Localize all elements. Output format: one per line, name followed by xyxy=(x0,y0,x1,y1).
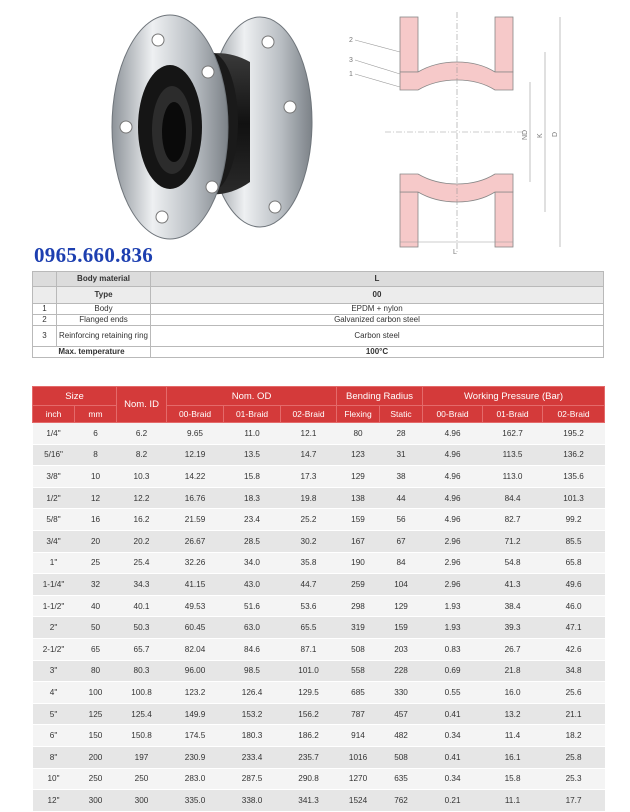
body-material-label: Body material xyxy=(57,272,151,287)
row-material: EPDM + nylon xyxy=(151,304,604,315)
table-cell: 5" xyxy=(33,703,75,725)
table-cell: 16.0 xyxy=(483,682,543,704)
table-cell: 101.3 xyxy=(543,487,605,509)
table-cell: 49.6 xyxy=(543,574,605,596)
table-cell: 153.2 xyxy=(224,703,281,725)
table-cell: 14.7 xyxy=(281,444,337,466)
sub-header: 02-Braid xyxy=(543,406,605,423)
product-photo xyxy=(100,12,330,257)
table-cell: 25.3 xyxy=(543,768,605,790)
table-cell: 60.45 xyxy=(167,617,224,639)
table-cell: 34.0 xyxy=(224,552,281,574)
table-cell: 63.0 xyxy=(224,617,281,639)
table-cell: 65.5 xyxy=(281,617,337,639)
table-cell: 44 xyxy=(380,487,423,509)
callout-1: 2 xyxy=(349,37,353,44)
table-cell: 32.26 xyxy=(167,552,224,574)
row-material: Carbon steel xyxy=(151,326,604,347)
temp-label: Max. temperature xyxy=(33,347,151,358)
table-row xyxy=(33,768,605,790)
table-cell: 53.6 xyxy=(281,595,337,617)
table-cell: 2" xyxy=(33,617,75,639)
table-cell: 1524 xyxy=(337,790,380,812)
table-cell: 96.00 xyxy=(167,660,224,682)
table-cell: 1016 xyxy=(337,746,380,768)
table-cell: 482 xyxy=(380,725,423,747)
table-cell: 84.6 xyxy=(224,638,281,660)
table-cell: 0.21 xyxy=(423,790,483,812)
table-cell: 10" xyxy=(33,768,75,790)
table-cell: 80 xyxy=(337,423,380,445)
table-cell: 31 xyxy=(380,444,423,466)
table-cell: 82.04 xyxy=(167,638,224,660)
table-cell: 20 xyxy=(75,530,117,552)
table-cell: 12.19 xyxy=(167,444,224,466)
table-cell: 14.22 xyxy=(167,466,224,488)
table-cell: 25 xyxy=(75,552,117,574)
table-cell: 51.6 xyxy=(224,595,281,617)
table-cell: 2-1/2" xyxy=(33,638,75,660)
table-cell: 1.93 xyxy=(423,617,483,639)
table-cell: 38 xyxy=(380,466,423,488)
table-cell: 1-1/4" xyxy=(33,574,75,596)
table-cell: 1/4" xyxy=(33,423,75,445)
bending-radius-header: Bending Radius xyxy=(337,387,423,406)
table-cell: 17.7 xyxy=(543,790,605,812)
table-cell: 3/4" xyxy=(33,530,75,552)
table-cell: 0.41 xyxy=(423,703,483,725)
table-cell: 26.67 xyxy=(167,530,224,552)
table-cell: 125 xyxy=(75,703,117,725)
table-cell: 18.3 xyxy=(224,487,281,509)
table-cell: 195.2 xyxy=(543,423,605,445)
table-cell: 67 xyxy=(380,530,423,552)
body-material-value: L xyxy=(151,272,604,287)
table-cell: 635 xyxy=(380,768,423,790)
table-cell: 287.5 xyxy=(224,768,281,790)
table-cell: 298 xyxy=(337,595,380,617)
table-cell: 16.1 xyxy=(483,746,543,768)
table-row xyxy=(33,617,605,639)
table-cell: 338.0 xyxy=(224,790,281,812)
table-cell: 104 xyxy=(380,574,423,596)
table-cell: 6.2 xyxy=(117,423,167,445)
working-pressure-header: Working Pressure (Bar) xyxy=(423,387,605,406)
table-cell: 10.3 xyxy=(117,466,167,488)
dim-d-label: D xyxy=(552,131,559,137)
table-cell: 44.7 xyxy=(281,574,337,596)
table-cell: 113.5 xyxy=(483,444,543,466)
table-cell: 84 xyxy=(380,552,423,574)
table-cell: 18.2 xyxy=(543,725,605,747)
table-cell: 0.69 xyxy=(423,660,483,682)
table-cell: 341.3 xyxy=(281,790,337,812)
table-cell: 11.1 xyxy=(483,790,543,812)
table-cell: 85.5 xyxy=(543,530,605,552)
table-cell: 65 xyxy=(75,638,117,660)
table-cell: 2.96 xyxy=(423,530,483,552)
table-row xyxy=(33,790,605,812)
table-cell: 100 xyxy=(75,682,117,704)
table-cell: 508 xyxy=(337,638,380,660)
table-cell: 197 xyxy=(117,746,167,768)
table-cell: 125.4 xyxy=(117,703,167,725)
table-cell: 3/8" xyxy=(33,466,75,488)
table-row xyxy=(33,703,605,725)
table-cell: 50.3 xyxy=(117,617,167,639)
table-row xyxy=(33,487,605,509)
table-cell: 25.6 xyxy=(543,682,605,704)
table-cell: 457 xyxy=(380,703,423,725)
table-row xyxy=(33,574,605,596)
table-cell: 5/16" xyxy=(33,444,75,466)
table-cell: 123.2 xyxy=(167,682,224,704)
table-cell: 330 xyxy=(380,682,423,704)
dim-l-label: L xyxy=(453,249,457,256)
table-cell: 35.8 xyxy=(281,552,337,574)
table-cell: 0.34 xyxy=(423,768,483,790)
table-cell: 16.76 xyxy=(167,487,224,509)
row-part: Flanged ends xyxy=(57,315,151,326)
table-cell: 6 xyxy=(75,423,117,445)
table-cell: 300 xyxy=(75,790,117,812)
table-cell: 20.2 xyxy=(117,530,167,552)
table-cell: 28.5 xyxy=(224,530,281,552)
table-cell: 203 xyxy=(380,638,423,660)
table-cell: 138 xyxy=(337,487,380,509)
table-cell: 1270 xyxy=(337,768,380,790)
table-row xyxy=(33,423,605,445)
table-cell: 8 xyxy=(75,444,117,466)
table-cell: 233.4 xyxy=(224,746,281,768)
nom-od-header: Nom. OD xyxy=(167,387,337,406)
table-cell: 762 xyxy=(380,790,423,812)
table-cell: 100.8 xyxy=(117,682,167,704)
table-cell: 1/2" xyxy=(33,487,75,509)
table-cell: 0.83 xyxy=(423,638,483,660)
table-cell: 80 xyxy=(75,660,117,682)
table-cell: 290.8 xyxy=(281,768,337,790)
table-cell: 2.96 xyxy=(423,552,483,574)
table-cell: 34.3 xyxy=(117,574,167,596)
table-cell: 16 xyxy=(75,509,117,531)
table-cell: 40 xyxy=(75,595,117,617)
sub-header: 02-Braid xyxy=(281,406,337,423)
sub-header: 00-Braid xyxy=(167,406,224,423)
table-cell: 8.2 xyxy=(117,444,167,466)
table-cell: 200 xyxy=(75,746,117,768)
table-cell: 21.59 xyxy=(167,509,224,531)
table-cell: 47.1 xyxy=(543,617,605,639)
table-cell: 26.7 xyxy=(483,638,543,660)
sub-header: mm xyxy=(75,406,117,423)
table-cell: 84.4 xyxy=(483,487,543,509)
table-cell: 11.4 xyxy=(483,725,543,747)
table-cell: 8" xyxy=(33,746,75,768)
table-cell: 87.1 xyxy=(281,638,337,660)
table-row xyxy=(33,552,605,574)
table-cell: 167 xyxy=(337,530,380,552)
table-cell: 113.0 xyxy=(483,466,543,488)
table-cell: 4.96 xyxy=(423,444,483,466)
dim-k-label: K xyxy=(537,133,544,138)
row-no: 2 xyxy=(33,315,57,326)
table-cell: 558 xyxy=(337,660,380,682)
table-cell: 156.2 xyxy=(281,703,337,725)
table-cell: 101.0 xyxy=(281,660,337,682)
table-cell: 335.0 xyxy=(167,790,224,812)
table-cell: 0.34 xyxy=(423,725,483,747)
table-cell: 25.8 xyxy=(543,746,605,768)
table-cell: 21.1 xyxy=(543,703,605,725)
table-cell: 39.3 xyxy=(483,617,543,639)
table-cell: 49.53 xyxy=(167,595,224,617)
table-cell: 82.7 xyxy=(483,509,543,531)
table-cell: 41.15 xyxy=(167,574,224,596)
row-no: 1 xyxy=(33,304,57,315)
table-cell: 4" xyxy=(33,682,75,704)
table-cell: 787 xyxy=(337,703,380,725)
table-cell: 56 xyxy=(380,509,423,531)
table-cell: 136.2 xyxy=(543,444,605,466)
table-cell: 4.96 xyxy=(423,466,483,488)
table-cell: 98.5 xyxy=(224,660,281,682)
table-cell: 259 xyxy=(337,574,380,596)
table-cell: 180.3 xyxy=(224,725,281,747)
table-cell: 5/8" xyxy=(33,509,75,531)
nom-id-header: Nom. ID xyxy=(117,387,167,423)
table-cell: 15.8 xyxy=(224,466,281,488)
table-cell: 190 xyxy=(337,552,380,574)
table-cell: 21.8 xyxy=(483,660,543,682)
table-cell: 41.3 xyxy=(483,574,543,596)
table-cell: 34.8 xyxy=(543,660,605,682)
table-cell: 0.41 xyxy=(423,746,483,768)
size-table xyxy=(32,386,605,812)
table-cell: 0.55 xyxy=(423,682,483,704)
table-cell: 186.2 xyxy=(281,725,337,747)
table-cell: 150.8 xyxy=(117,725,167,747)
row-material: Galvanized carbon steel xyxy=(151,315,604,326)
table-cell: 162.7 xyxy=(483,423,543,445)
table-cell: 159 xyxy=(380,617,423,639)
table-cell: 129 xyxy=(380,595,423,617)
table-cell: 4.96 xyxy=(423,487,483,509)
table-cell: 54.8 xyxy=(483,552,543,574)
table-cell: 1-1/2" xyxy=(33,595,75,617)
table-cell: 80.3 xyxy=(117,660,167,682)
callout-3: 1 xyxy=(349,71,353,78)
table-cell: 25.2 xyxy=(281,509,337,531)
type-label: Type xyxy=(57,287,151,304)
table-cell: 159 xyxy=(337,509,380,531)
table-cell: 16.2 xyxy=(117,509,167,531)
table-cell: 12.2 xyxy=(117,487,167,509)
material-table xyxy=(32,271,604,358)
table-cell: 123 xyxy=(337,444,380,466)
table-cell: 12" xyxy=(33,790,75,812)
sub-header: Static xyxy=(380,406,423,423)
table-cell: 129.5 xyxy=(281,682,337,704)
table-row xyxy=(33,746,605,768)
table-cell: 914 xyxy=(337,725,380,747)
type-value: 00 xyxy=(151,287,604,304)
table-cell: 250 xyxy=(117,768,167,790)
table-cell: 13.5 xyxy=(224,444,281,466)
table-cell: 235.7 xyxy=(281,746,337,768)
table-cell: 150 xyxy=(75,725,117,747)
table-cell: 15.8 xyxy=(483,768,543,790)
table-cell: 19.8 xyxy=(281,487,337,509)
row-part: Body xyxy=(57,304,151,315)
phone-number: 0965.660.836 xyxy=(34,243,154,267)
table-cell: 38.4 xyxy=(483,595,543,617)
table-cell: 126.4 xyxy=(224,682,281,704)
table-row xyxy=(33,725,605,747)
table-row xyxy=(33,638,605,660)
table-cell: 17.3 xyxy=(281,466,337,488)
table-cell: 10 xyxy=(75,466,117,488)
table-cell: 250 xyxy=(75,768,117,790)
table-cell: 135.6 xyxy=(543,466,605,488)
table-cell: 43.0 xyxy=(224,574,281,596)
table-cell: 228 xyxy=(380,660,423,682)
table-cell: 12.1 xyxy=(281,423,337,445)
header-empty xyxy=(33,272,57,287)
row-part: Reinforcing retaining ring xyxy=(57,326,151,347)
table-cell: 40.1 xyxy=(117,595,167,617)
table-cell: 23.4 xyxy=(224,509,281,531)
table-row xyxy=(33,466,605,488)
size-header: Size xyxy=(33,387,117,406)
table-cell: 685 xyxy=(337,682,380,704)
table-cell: 50 xyxy=(75,617,117,639)
table-cell: 12 xyxy=(75,487,117,509)
table-cell: 4.96 xyxy=(423,423,483,445)
table-cell: 6" xyxy=(33,725,75,747)
table-cell: 71.2 xyxy=(483,530,543,552)
table-cell: 32 xyxy=(75,574,117,596)
dim-nd-label: ND xyxy=(522,129,529,140)
temp-value: 100°C xyxy=(151,347,604,358)
table-row xyxy=(33,530,605,552)
type-empty xyxy=(33,287,57,304)
table-cell: 11.0 xyxy=(224,423,281,445)
table-cell: 508 xyxy=(380,746,423,768)
table-cell: 129 xyxy=(337,466,380,488)
table-row xyxy=(33,595,605,617)
table-cell: 46.0 xyxy=(543,595,605,617)
sub-header: 01-Braid xyxy=(224,406,281,423)
row-no: 3 xyxy=(33,326,57,347)
table-cell: 174.5 xyxy=(167,725,224,747)
table-row xyxy=(33,682,605,704)
table-cell: 230.9 xyxy=(167,746,224,768)
table-cell: 65.7 xyxy=(117,638,167,660)
sub-header: inch xyxy=(33,406,75,423)
sub-header: 00-Braid xyxy=(423,406,483,423)
table-cell: 30.2 xyxy=(281,530,337,552)
table-cell: 28 xyxy=(380,423,423,445)
table-cell: 65.8 xyxy=(543,552,605,574)
table-row xyxy=(33,660,605,682)
table-cell: 25.4 xyxy=(117,552,167,574)
table-cell: 1" xyxy=(33,552,75,574)
table-cell: 42.6 xyxy=(543,638,605,660)
table-cell: 4.96 xyxy=(423,509,483,531)
table-cell: 13.2 xyxy=(483,703,543,725)
table-cell: 149.9 xyxy=(167,703,224,725)
table-row xyxy=(33,444,605,466)
sub-header: 01-Braid xyxy=(483,406,543,423)
callout-2: 3 xyxy=(349,57,353,64)
table-cell: 2.96 xyxy=(423,574,483,596)
table-cell: 3" xyxy=(33,660,75,682)
table-cell: 99.2 xyxy=(543,509,605,531)
table-cell: 9.65 xyxy=(167,423,224,445)
table-cell: 319 xyxy=(337,617,380,639)
table-cell: 300 xyxy=(117,790,167,812)
table-cell: 283.0 xyxy=(167,768,224,790)
table-cell: 1.93 xyxy=(423,595,483,617)
sub-header: Flexing xyxy=(337,406,380,423)
table-row xyxy=(33,509,605,531)
technical-drawing xyxy=(345,12,620,257)
